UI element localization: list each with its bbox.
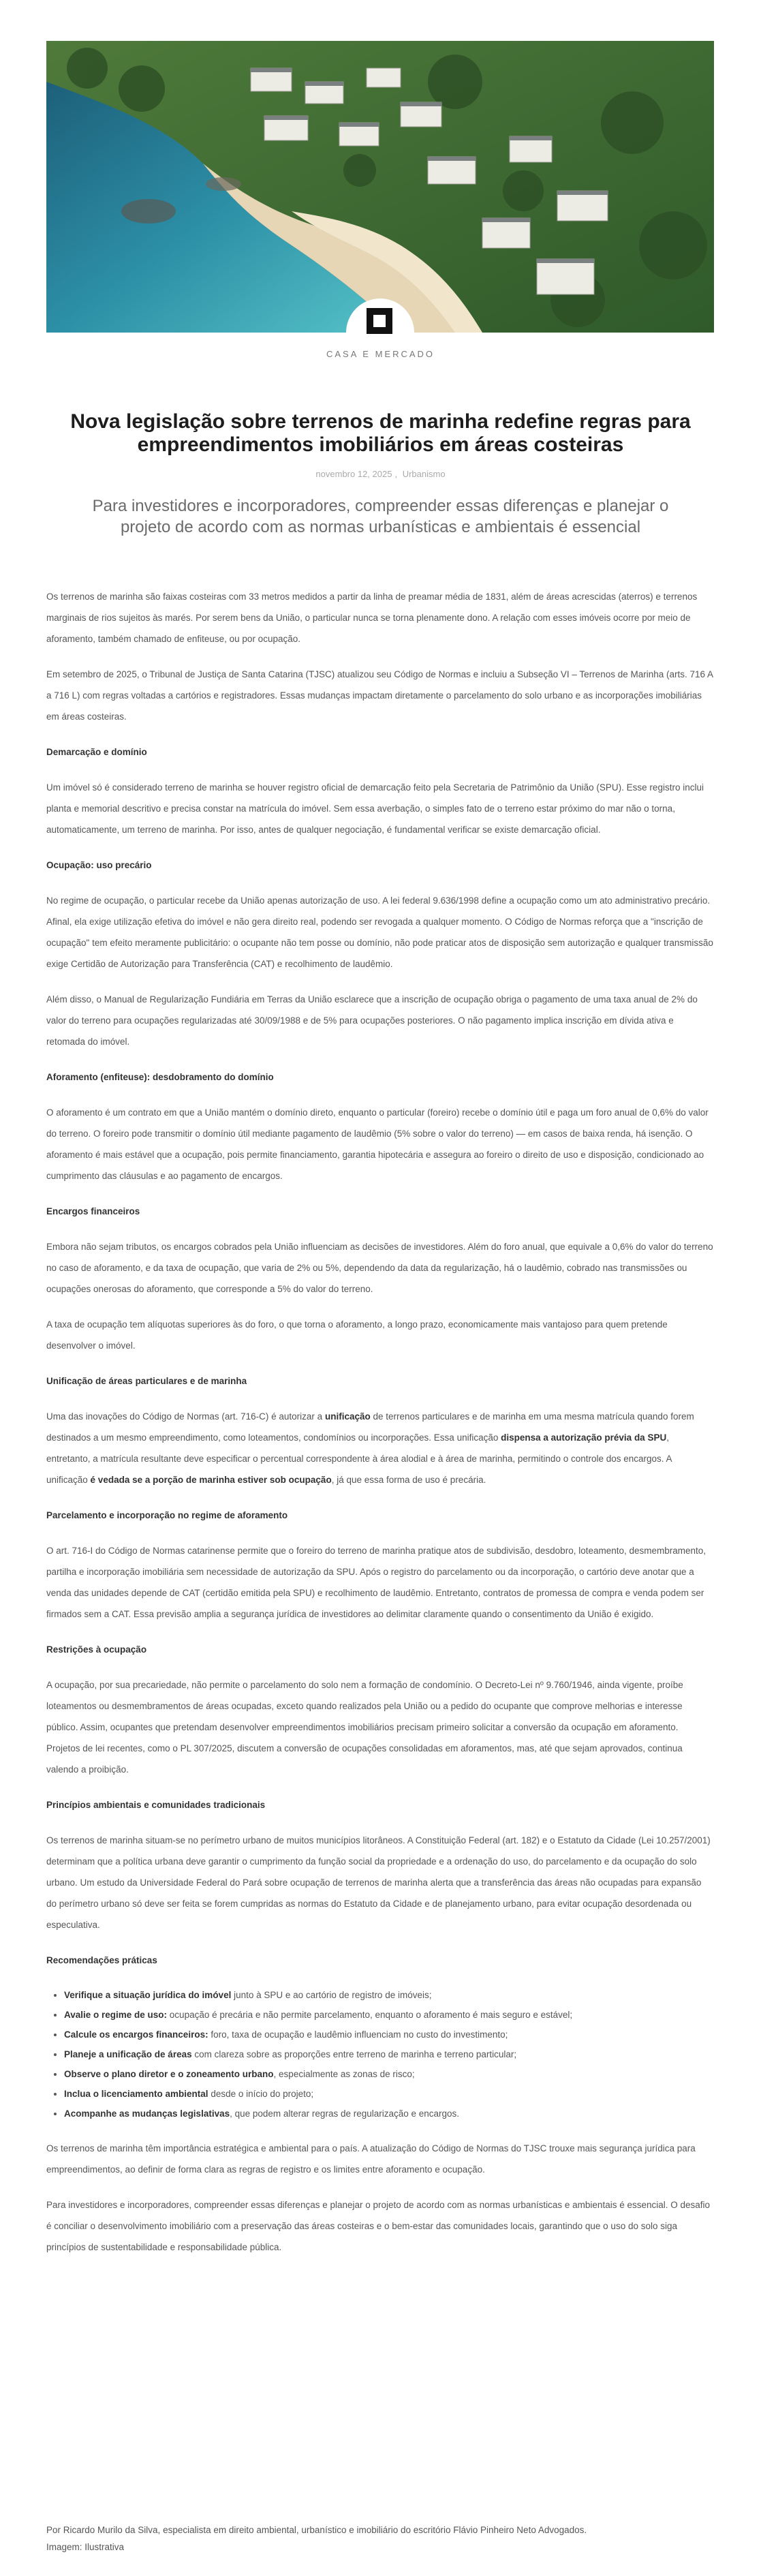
author-credit: Por Ricardo Murilo da Silva, especialista em direito ambiental, urbanístico e imobiliário do escritório Flávio Pinheiro Neto Advogados. [46, 2525, 587, 2535]
list-item [64, 2104, 714, 2123]
text-run: , entretanto, a matrícula resultante deve especificar o percentual correspondente à área alodial e à área de marinha, permitindo o controle dos encargos. A unificação [46, 1432, 672, 1485]
list-item-strong: Inclua o licenciamento ambiental [64, 2089, 208, 2099]
list-item-text: com clareza sobre as proporções entre terreno de marinha e terreno particular; [191, 2049, 517, 2059]
text-run-bold: dispensa a autorização prévia da SPU [501, 1432, 667, 1443]
article-date: novembro 12, 2025 [315, 469, 392, 479]
paragraph: O aforamento é um contrato em que a União mantém o domínio direto, enquanto o particular (foreiro) recebe o domínio útil e paga um foro anual de 0,6% do valor do terreno. O foreiro pode transmitir o domínio útil mediante pagamento de laudêmio (5% sobre o valor do terreno) — em casos de baixa renda, há isenção. O aforamento é mais estável que a ocupação, pois permite financiamento, garantia hipotecária e assegura ao foreiro o direito de uso e disposição, condicionado ao cumprimento das cláusulas e ao pagamento de encargos. [46, 1107, 709, 1181]
list-item-strong: Avalie o regime de uso: [64, 2010, 168, 2020]
section-heading: Parcelamento e incorporação no regime de aforamento [46, 1510, 288, 1520]
section-heading: Restrições à ocupação [46, 1644, 147, 1655]
text-run: de terrenos particulares e de marinha em uma mesma matrícula quando forem destinados a um mesmo empreendimento, como loteamentos, condomínios ou incorporações. Essa unificação [46, 1411, 694, 1443]
list-item [64, 2064, 714, 2084]
list-item [64, 2044, 714, 2064]
image-credit: Imagem: Ilustrativa [46, 2542, 125, 2552]
recommendations-list [46, 1985, 714, 2123]
coastal-development-illustration [46, 41, 714, 333]
text-run: Uma das inovações do Código de Normas (art. 716-C) é autorizar a [46, 1411, 325, 1422]
list-item-text: , que podem alterar regras de regularização e encargos. [230, 2109, 460, 2119]
list-item-strong: Calcule os encargos financeiros: [64, 2029, 208, 2040]
list-item [64, 1985, 714, 2005]
category-label[interactable]: CASA E MERCADO [326, 349, 435, 359]
list-item-text: junto à SPU e ao cartório de registro de imóveis; [231, 1990, 432, 2000]
paragraph: Além disso, o Manual de Regularização Fundiária em Terras da União esclarece que a inscrição de ocupação obriga o pagamento de uma taxa anual de 2% do valor do terreno para ocupações regularizadas até 30/09/1988 e de 5% para ocupações posteriores. O não pagamento implica inscrição em dívida ativa e retomada do imóvel. [46, 994, 698, 1047]
paragraph: A ocupação, por sua precariedade, não permite o parcelamento do solo nem a formação de condomínio. O Decreto-Lei nº 9.760/1946, ainda vigente, proíbe loteamentos ou desmembramentos de áreas ocupadas, exceto quando realizados pela União ou a pedido do ocupante que comprove melhorias e interesse público. Assim, ocupantes que pretendam desenvolver empreendimentos imobiliários precisam primeiro solicitar a conversão da ocupação em aforamento. Projetos de lei recentes, como o PL 307/2025, discutem a conversão de ocupações consolidadas em aforamentos, mas, até que sejam aprovados, continua valendo a proibição. [46, 1680, 683, 1775]
text-run-bold: unificação [324, 1411, 371, 1422]
paragraph: Um imóvel só é considerado terreno de marinha se houver registro oficial de demarcação feito pela Secretaria de Patrimônio da União (SPU). Esse registro inclui planta e memorial descritivo e precisa constar na matrícula do imóvel. Sem essa averbação, o simples fato de o terreno estar próximo do mar não o torna, automaticamente, um terreno de marinha. Por isso, antes de qualquer negociação, é fundamental verificar se existe demarcação oficial. [46, 782, 704, 835]
section-heading: Ocupação: uso precário [46, 860, 152, 870]
list-item-text: , especialmente as zonas de risco; [273, 2069, 415, 2079]
site-logo-icon[interactable] [367, 308, 392, 334]
section-heading: Princípios ambientais e comunidades tradicionais [46, 1800, 266, 1810]
list-item [64, 2025, 714, 2044]
paragraph: Os terrenos de marinha situam-se no perímetro urbano de muitos municípios litorâneos. A Constituição Federal (art. 182) e o Estatuto da Cidade (Lei 10.257/2001) determinam que a política urbana deve garantir o cumprimento da função social da propriedade e a ordenação do uso, do parcelamento e da ocupação do solo urbano. Um estudo da Universidade Federal do Pará sobre ocupação de terrenos de marinha alerta que a transferência das áreas não ocupadas para expansão do perímetro urbano só deve ser feita se forem cumpridas as normas do Estatuto da Cidade e de planejamento urbano, para evitar ocupação desordenada ou especulativa. [46, 1835, 711, 1930]
article-title: Nova legislação sobre terrenos de marinha redefine regras para empreendimentos imobiliários em áreas costeiras [70, 410, 691, 456]
paragraph: No regime de ocupação, o particular recebe da União apenas autorização de uso. A lei federal 9.636/1998 define a ocupação como um ato administrativo precário. Afinal, ela exige utilização efetiva do imóvel e não gera direito real, podendo ser revogada a qualquer momento. O Código de Normas reforça que a "inscrição de ocupação" tem efeito meramente publicitário: o ocupante não tem posse ou domínio, não pode praticar atos de disposição sem autorização e qualquer transmissão exige Certidão de Autorização para Transferência (CAT) e recolhimento de laudêmio. [46, 895, 713, 969]
hero-image [46, 41, 714, 333]
paragraph [46, 1406, 714, 1490]
list-item-text: ocupação é precária e não permite parcelamento, enquanto o aforamento é mais seguro e estável; [167, 2010, 573, 2020]
article-subtitle: Para investidores e incorporadores, compreender essas diferenças e planejar o projeto de acordo com as normas urbanísticas e ambientais é essencial [92, 497, 669, 536]
list-item [64, 2005, 714, 2025]
paragraph: O art. 716-I do Código de Normas catarinense permite que o foreiro do terreno de marinha pratique atos de subdivisão, desdobro, loteamento, desmembramento, partilha e incorporação imobiliária sem necessidade de autorização da SPU. Após o registro do parcelamento ou da incorporação, o cartório deve anotar que a venda das unidades depende de CAT (certidão emitida pela SPU) e recolhimento de laudêmio. Entretanto, contratos de promessa de compra e venda podem ser firmados sem a CAT. Essa previsão amplia a segurança jurídica de investidores ao delimitar claramente quando o consentimento da União é exigido. [46, 1546, 706, 1619]
section-heading: Unificação de áreas particulares e de marinha [46, 1376, 247, 1386]
article-tag[interactable]: Urbanismo [402, 469, 446, 479]
article-footer [46, 2521, 714, 2556]
list-item-text: desde o início do projeto; [208, 2089, 314, 2099]
text-run: , já que essa forma de uso é precária. [331, 1475, 486, 1485]
list-item-strong: Observe o plano diretor e o zoneamento urbano [64, 2069, 274, 2079]
section-heading: Recomendações práticas [46, 1955, 157, 1965]
list-item [64, 2084, 714, 2104]
list-item-strong: Planeje a unificação de áreas [64, 2049, 192, 2059]
paragraph: Os terrenos de marinha são faixas costeiras com 33 metros medidos a partir da linha de preamar média de 1831, além de áreas acrescidas (aterros) e terrenos marginais de rios sujeitos às marés. Por serem bens da União, o particular nunca se torna plenamente dono. A relação com esses imóveis ocorre por meio de aforamento, também chamado de enfiteuse, ou por ocupação. [46, 592, 698, 644]
list-item-strong: Verifique a situação jurídica do imóvel [64, 1990, 232, 2000]
paragraph: Embora não sejam tributos, os encargos cobrados pela União influenciam as decisões de investidores. Além do foro anual, que equivale a 0,6% do valor do terreno no caso de aforamento, e da taxa de ocupação, que varia de 2% ou 5%, dependendo da data da regularização, há o laudêmio, cobrado nas transmissões ou ocupações onerosas do aforamento, que corresponde a 5% do valor do terreno. [46, 1242, 713, 1294]
article-meta [0, 469, 761, 479]
article-body [46, 586, 714, 2272]
paragraph: Os terrenos de marinha têm importância estratégica e ambiental para o país. A atualização do Código de Normas do TJSC trouxe mais segurança jurídica para empreendimentos, ao definir de forma clara as regras de registro e os limites entre aforamento e ocupação. [46, 2143, 696, 2175]
section-heading: Demarcação e domínio [46, 747, 147, 757]
list-item-strong: Acompanhe as mudanças legislativas [64, 2109, 230, 2119]
paragraph: Para investidores e incorporadores, compreender essas diferenças e planejar o projeto de acordo com as normas urbanísticas e ambientais é essencial. O desafio é conciliar o desenvolvimento imobiliário com a preservação das áreas costeiras e o bem-estar das comunidades locais, garantindo que o uso do solo siga princípios de sustentabilidade e responsabilidade pública. [46, 2200, 711, 2252]
text-run-bold: é vedada se a porção de marinha estiver sob ocupação [90, 1475, 332, 1485]
section-heading: Encargos financeiros [46, 1206, 140, 1216]
meta-separator: , [394, 469, 398, 479]
paragraph: A taxa de ocupação tem alíquotas superiores às do foro, o que torna o aforamento, a longo prazo, economicamente mais vantajoso para quem pretende desenvolver o imóvel. [46, 1319, 668, 1351]
list-item-text: foro, taxa de ocupação e laudêmio influenciam no custo do investimento; [208, 2029, 508, 2040]
section-heading: Aforamento (enfiteuse): desdobramento do domínio [46, 1072, 274, 1082]
paragraph: Em setembro de 2025, o Tribunal de Justiça de Santa Catarina (TJSC) atualizou seu Código de Normas e incluiu a Subseção VI – Terrenos de Marinha (arts. 716 A a 716 L) com regras voltadas a cartórios e registradores. Essas mudanças impactam diretamente o parcelamento do solo urbano e as incorporações imobiliárias em áreas costeiras. [46, 669, 713, 722]
